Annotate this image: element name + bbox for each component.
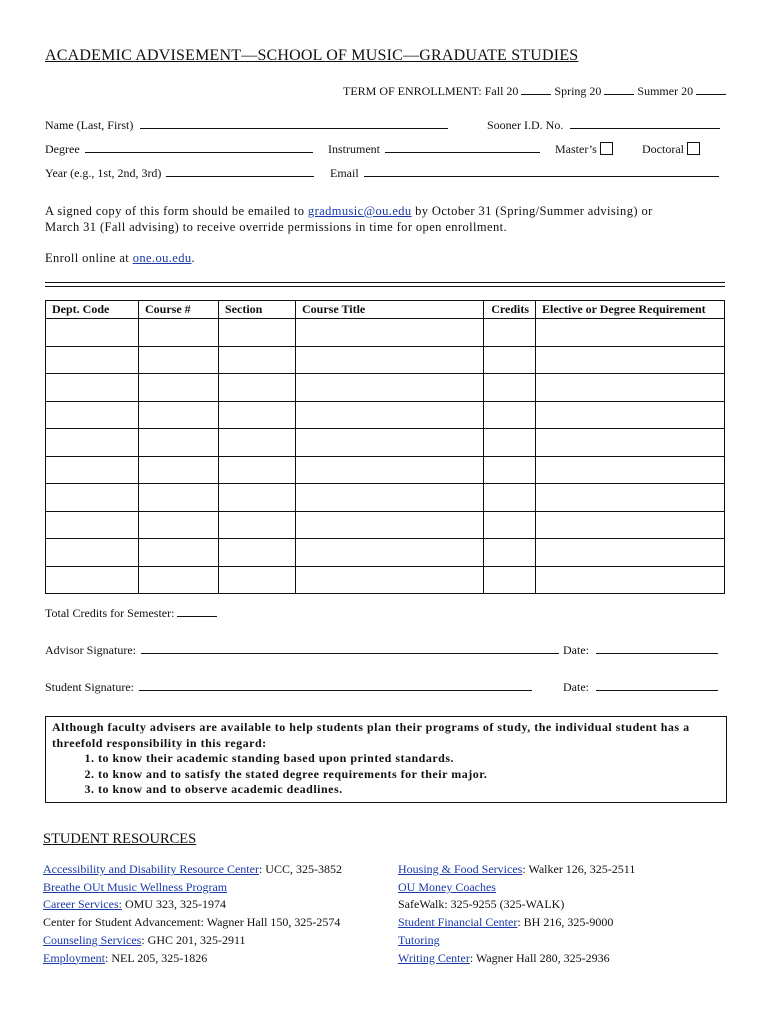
cell-credits[interactable] <box>484 346 536 374</box>
cell-dept-code[interactable] <box>46 346 139 374</box>
cell-section[interactable] <box>219 511 296 539</box>
cell-dept-code[interactable] <box>46 319 139 347</box>
advisor-date-row <box>563 643 718 658</box>
notice-text-deadline: by October 31 (Spring/Summer advising) or <box>411 204 653 218</box>
resource-item <box>43 861 388 879</box>
masters-checkbox[interactable] <box>600 142 613 155</box>
enroll-text: Enroll online at <box>45 251 133 265</box>
advisor-date-field[interactable] <box>596 643 718 654</box>
resource-text: : NEL 205, 325-1826 <box>105 950 208 965</box>
term-summer-label: Summer 20 <box>637 84 694 98</box>
sooner-id-row <box>487 118 720 133</box>
resource-text: : BH 216, 325-9000 <box>517 915 614 930</box>
table-row <box>46 374 725 402</box>
email-label: Email <box>330 166 359 180</box>
degree-field[interactable] <box>85 142 313 153</box>
year-label: Year (e.g., 1st, 2nd, 3rd) <box>45 166 162 180</box>
table-row <box>46 319 725 347</box>
cell-credits[interactable] <box>484 511 536 539</box>
cell-dept-code[interactable] <box>46 539 139 567</box>
resource-link[interactable]: Breathe OUt Music Wellness Program <box>43 879 228 894</box>
student-date-field[interactable] <box>596 680 718 691</box>
cell-course-number[interactable] <box>139 374 219 402</box>
cell-section[interactable] <box>219 429 296 457</box>
cell-course-title[interactable] <box>296 484 484 512</box>
resource-link[interactable]: Counseling Services <box>43 932 142 947</box>
col-dept-code: Dept. Code <box>46 301 139 319</box>
resource-item <box>398 950 728 968</box>
cell-dept-code[interactable] <box>46 429 139 457</box>
sooner-id-field[interactable] <box>570 118 720 129</box>
cell-requirement[interactable] <box>536 566 725 594</box>
cell-section[interactable] <box>219 346 296 374</box>
cell-course-title[interactable] <box>296 511 484 539</box>
cell-credits[interactable] <box>484 566 536 594</box>
cell-course-title[interactable] <box>296 456 484 484</box>
degree-row <box>45 142 313 157</box>
cell-course-number[interactable] <box>139 539 219 567</box>
cell-dept-code[interactable] <box>46 484 139 512</box>
cell-credits[interactable] <box>484 484 536 512</box>
total-credits-label: Total Credits for Semester: <box>45 606 175 620</box>
cell-credits[interactable] <box>484 374 536 402</box>
resource-item <box>398 861 728 879</box>
cell-course-number[interactable] <box>139 401 219 429</box>
term-spring-field[interactable] <box>604 84 634 95</box>
cell-dept-code[interactable] <box>46 401 139 429</box>
cell-requirement[interactable] <box>536 346 725 374</box>
cell-course-title[interactable] <box>296 401 484 429</box>
cell-course-number[interactable] <box>139 319 219 347</box>
term-summer-field[interactable] <box>696 84 726 95</box>
cell-course-title[interactable] <box>296 429 484 457</box>
resource-link[interactable]: Tutoring <box>398 932 440 947</box>
resource-link[interactable]: Employment <box>43 950 105 965</box>
gradmusic-email-link[interactable]: gradmusic@ou.edu <box>307 204 412 218</box>
cell-requirement[interactable] <box>536 456 725 484</box>
resource-link[interactable]: Writing Center <box>398 950 470 965</box>
resource-link[interactable]: Career Services: <box>43 897 122 912</box>
table-row <box>46 456 725 484</box>
instrument-row <box>328 142 540 157</box>
cell-course-number[interactable] <box>139 484 219 512</box>
resource-text: : GHC 201, 325-2911 <box>141 932 246 947</box>
student-date-label: Date: <box>563 680 589 694</box>
cell-credits[interactable] <box>484 429 536 457</box>
cell-section[interactable] <box>219 484 296 512</box>
col-credits: Credits <box>484 301 536 319</box>
resource-item <box>398 914 728 932</box>
resource-text: : Wagner Hall 280, 325-2936 <box>469 950 610 965</box>
col-course-title: Course Title <box>296 301 484 319</box>
resource-item <box>43 914 388 932</box>
cell-requirement[interactable] <box>536 511 725 539</box>
instrument-field[interactable] <box>385 142 540 153</box>
cell-dept-code[interactable] <box>46 456 139 484</box>
advisor-signature-row <box>45 643 559 658</box>
cell-credits[interactable] <box>484 539 536 567</box>
cell-course-number[interactable] <box>139 511 219 539</box>
cell-requirement[interactable] <box>536 374 725 402</box>
cell-credits[interactable] <box>484 319 536 347</box>
responsibility-list <box>52 751 720 798</box>
resource-text: Center for Student Advancement: Wagner Hall 150, 325-2574 <box>43 915 341 930</box>
cell-requirement[interactable] <box>536 484 725 512</box>
resource-link[interactable]: Accessibility and Disability Resource Center <box>43 862 259 876</box>
responsibility-box <box>45 716 727 803</box>
table-row <box>46 429 725 457</box>
masters-label: Master’s <box>555 142 597 156</box>
cell-requirement[interactable] <box>536 429 725 457</box>
student-signature-field[interactable] <box>139 680 532 691</box>
resource-item <box>43 896 388 914</box>
notice-text: A signed copy of this form should be emailed to <box>45 204 308 218</box>
resource-link[interactable]: Student Financial Center <box>398 915 518 930</box>
resource-item <box>43 932 388 950</box>
term-fall-label: TERM OF ENROLLMENT: Fall 20 <box>343 84 519 98</box>
cell-requirement[interactable] <box>536 319 725 347</box>
cell-course-title[interactable] <box>296 346 484 374</box>
notice-text-line2: March 31 (Fall advising) to receive override permissions in time for open enrollment. <box>45 220 508 234</box>
table-row <box>46 511 725 539</box>
email-row <box>330 166 719 181</box>
advisor-signature-label: Advisor Signature: <box>45 643 136 657</box>
doctoral-label: Doctoral <box>642 142 684 156</box>
table-row <box>46 566 725 594</box>
resources-right-column <box>398 861 728 967</box>
table-row <box>46 401 725 429</box>
table-row <box>46 484 725 512</box>
divider-line <box>45 286 725 287</box>
degree-label: Degree <box>45 142 80 156</box>
responsibility-item: 3. to know and to observe academic deadlines. <box>98 782 720 798</box>
responsibility-item: 1. to know their academic standing based upon printed standards. <box>98 751 720 767</box>
cell-course-title[interactable] <box>296 374 484 402</box>
cell-course-title[interactable] <box>296 566 484 594</box>
cell-credits[interactable] <box>484 456 536 484</box>
enroll-online <box>45 250 195 266</box>
advisor-signature-field[interactable] <box>141 643 559 654</box>
term-fall-field[interactable] <box>521 84 551 95</box>
cell-dept-code[interactable] <box>46 511 139 539</box>
cell-course-number[interactable] <box>139 346 219 374</box>
course-table-header <box>46 301 725 319</box>
doctoral-checkbox[interactable] <box>687 142 700 155</box>
cell-course-number[interactable] <box>139 566 219 594</box>
col-section: Section <box>219 301 296 319</box>
cell-dept-code[interactable] <box>46 374 139 402</box>
year-row <box>45 166 314 181</box>
cell-requirement[interactable] <box>536 539 725 567</box>
cell-credits[interactable] <box>484 401 536 429</box>
cell-section[interactable] <box>219 456 296 484</box>
resource-link[interactable]: OU Money Coaches <box>398 879 496 894</box>
course-table <box>45 300 725 594</box>
cell-section[interactable] <box>219 374 296 402</box>
cell-section[interactable] <box>219 566 296 594</box>
one-ou-link[interactable]: one.ou.edu <box>132 251 192 265</box>
total-credits-field[interactable] <box>177 606 217 617</box>
cell-course-title[interactable] <box>296 319 484 347</box>
advisor-date-label: Date: <box>563 643 589 657</box>
resource-text: OMU 323, 325-1974 <box>121 897 226 912</box>
cell-requirement[interactable] <box>536 401 725 429</box>
instrument-label: Instrument <box>328 142 380 156</box>
name-field[interactable] <box>140 118 448 129</box>
student-signature-label: Student Signature: <box>45 680 134 694</box>
col-requirement: Elective or Degree Requirement <box>536 301 725 319</box>
term-spring-label: Spring 20 <box>554 84 602 98</box>
student-signature-row <box>45 680 532 695</box>
resource-text: SafeWalk: 325-9255 (325-WALK) <box>398 897 565 912</box>
resource-item <box>398 879 728 897</box>
col-course-number: Course # <box>139 301 219 319</box>
resource-item <box>398 932 728 950</box>
table-row <box>46 539 725 567</box>
cell-section[interactable] <box>219 539 296 567</box>
doctoral-option <box>642 142 700 157</box>
submission-notice <box>45 203 735 235</box>
page-title: ACADEMIC ADVISEMENT—SCHOOL OF MUSIC—GRADUATE STUDIES <box>45 47 579 64</box>
resource-item <box>398 896 728 914</box>
cell-course-number[interactable] <box>139 456 219 484</box>
term-of-enrollment <box>343 84 726 99</box>
masters-option <box>555 142 613 157</box>
year-field[interactable] <box>166 166 314 177</box>
cell-course-number[interactable] <box>139 429 219 457</box>
resource-link[interactable]: Housing & Food Services <box>398 862 523 876</box>
resource-item <box>43 879 388 897</box>
table-row <box>46 346 725 374</box>
sooner-id-label: Sooner I.D. No. <box>487 118 564 132</box>
enroll-period: . <box>191 251 196 265</box>
cell-section[interactable] <box>219 401 296 429</box>
resource-text: : Walker 126, 325-2511 <box>522 862 636 876</box>
resources-left-column <box>43 861 388 967</box>
name-label: Name (Last, First) <box>45 118 134 132</box>
name-row <box>45 118 448 133</box>
student-date-row <box>563 680 718 695</box>
cell-course-title[interactable] <box>296 539 484 567</box>
student-resources-heading: STUDENT RESOURCES <box>43 831 197 847</box>
total-credits-row <box>45 606 217 621</box>
responsibility-item: 2. to know and to satisfy the stated degree requirements for their major. <box>98 767 720 783</box>
responsibility-intro: Although faculty advisers are available to help students plan their programs of study, the individual student has a threefold responsibility in this regard: <box>52 720 690 750</box>
email-field[interactable] <box>364 166 719 177</box>
cell-section[interactable] <box>219 319 296 347</box>
cell-dept-code[interactable] <box>46 566 139 594</box>
divider-line <box>45 282 725 283</box>
resource-item <box>43 950 388 968</box>
resource-text: : UCC, 325-3852 <box>258 862 342 876</box>
